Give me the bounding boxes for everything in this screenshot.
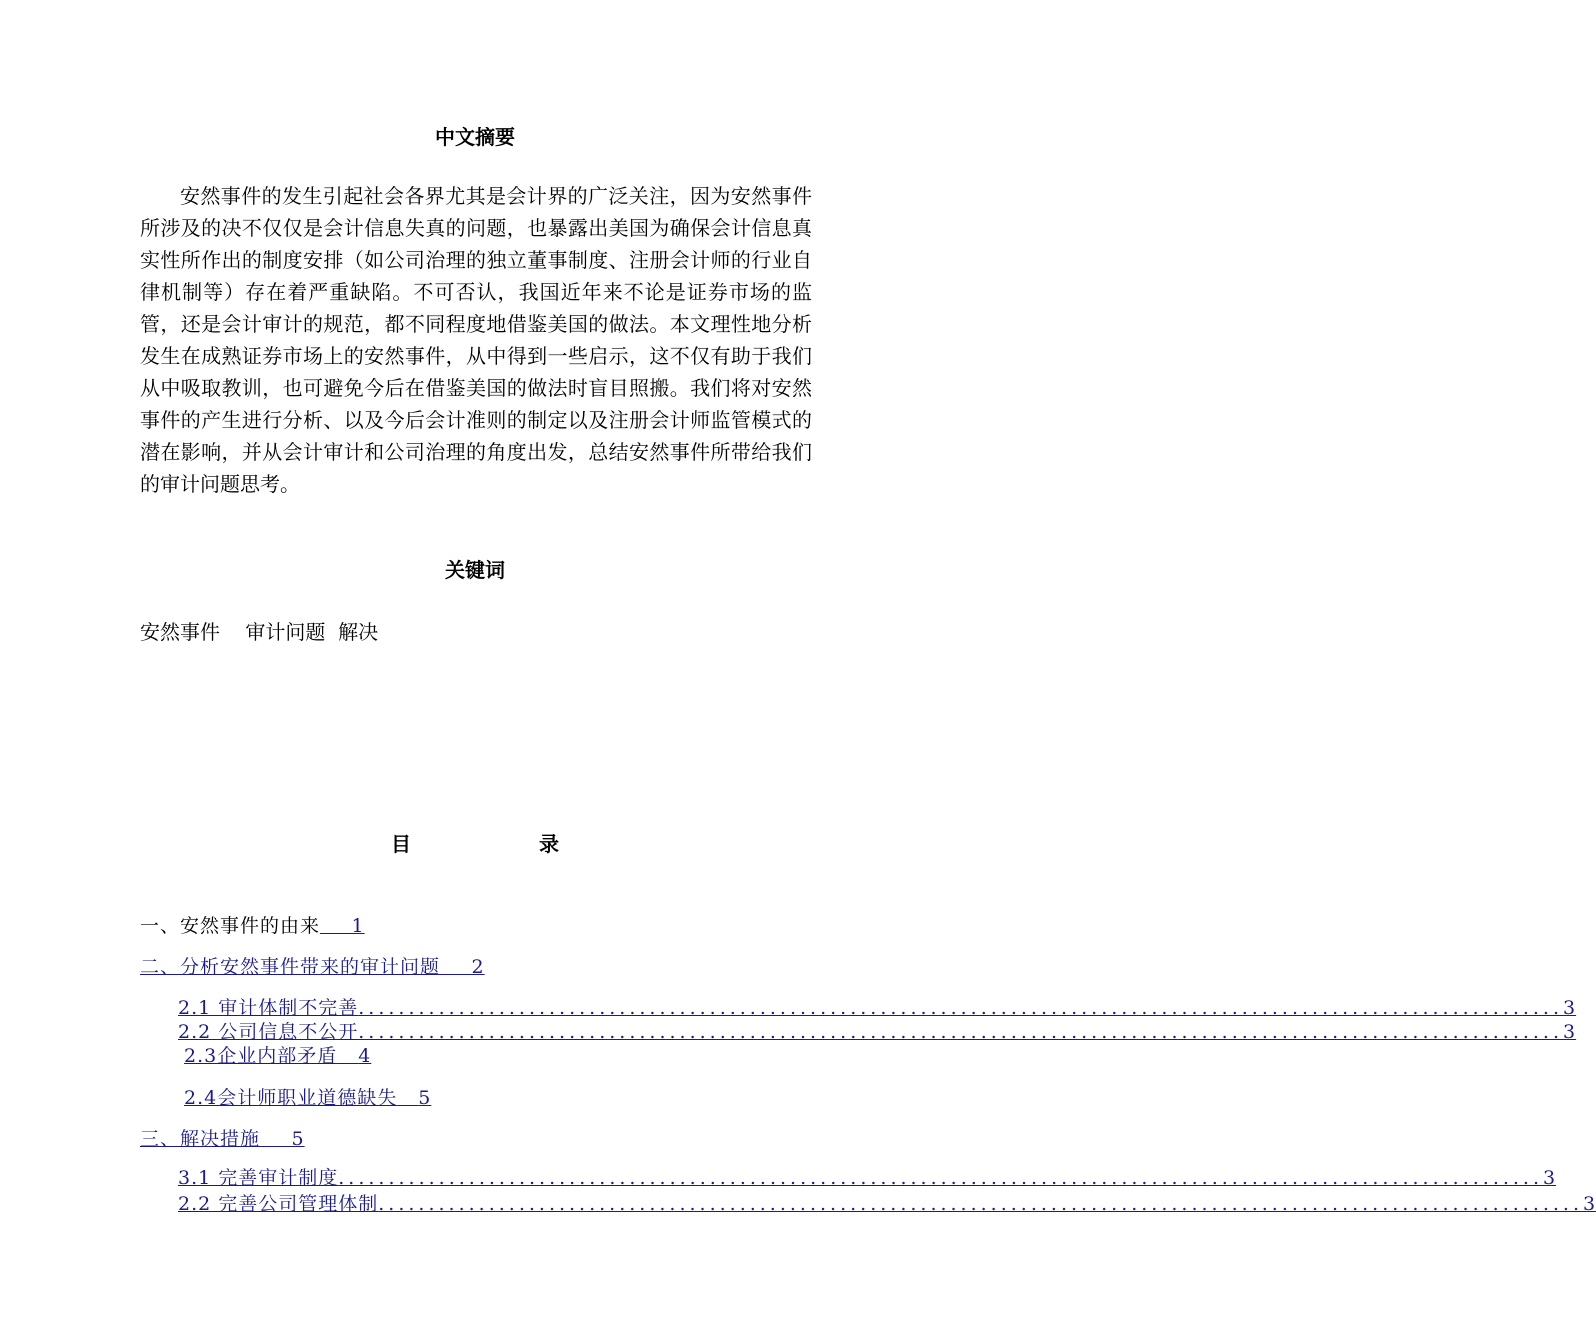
toc-item-page: 3	[1543, 1167, 1557, 1189]
toc-item-page: 1	[351, 915, 365, 937]
toc-title	[0, 832, 950, 856]
toc-item-2-2[interactable]	[178, 1020, 1577, 1044]
toc-item-label: 一、安然事件的由来	[140, 915, 321, 937]
toc-item-link[interactable]	[140, 956, 485, 978]
toc-leader-dots: ........................................................................................................................	[358, 997, 1564, 1019]
toc-item-label: 2.4会计师职业道德缺失	[184, 1087, 398, 1109]
toc-item-2-4[interactable]	[184, 1086, 431, 1110]
toc-item-link[interactable]	[178, 996, 1577, 1020]
toc-item-page: 4	[358, 1045, 372, 1067]
toc-item-3-2[interactable]	[178, 1192, 1596, 1216]
toc-item-label: 2.3企业内部矛盾	[184, 1045, 338, 1067]
toc-item-label: 三、解决措施	[140, 1128, 261, 1150]
abstract-body: 安然事件的发生引起社会各界尤其是会计界的广泛关注，因为安然事件所涉及的决不仅仅是会计信息失真的问题，也暴露出美国为确保会计信息真实性所作出的制度安排（如公司治理的独立董事制度、注册会计师的行业自律机制等）存在着严重缺陷。不可否认，我国近年来不论是证券市场的监管，还是会计审计的规范，都不同程度地借鉴美国的做法。本文理性地分析发生在成熟证券市场上的安然事件，从中得到一些启示，这不仅有助于我们从中吸取教训，也可避免今后在借鉴美国的做法时盲目照搬。我们将对安然事件的产生进行分析、以及今后会计准则的制定以及注册会计师监管模式的潜在影响，并从会计审计和公司治理的角度出发，总结安然事件所带给我们的审计问题思考。	[140, 184, 812, 496]
toc-item-2-1[interactable]	[178, 996, 1577, 1020]
toc-item-label: 2.2 公司信息不公开	[178, 1021, 359, 1043]
toc-item-page: 3	[1583, 1193, 1596, 1215]
toc-item-link[interactable]	[178, 1192, 1596, 1216]
toc-leader-dots: ........................................................................................................................	[378, 1193, 1584, 1215]
toc-item-link[interactable]	[178, 1020, 1577, 1044]
toc-item-link[interactable]	[178, 1166, 1557, 1190]
abstract-title: 中文摘要	[435, 125, 515, 149]
toc-item-page: 5	[291, 1128, 305, 1150]
toc-item-2[interactable]	[140, 955, 485, 979]
toc-title-right: 录	[539, 832, 559, 856]
toc-item-link[interactable]	[184, 1087, 431, 1109]
toc-item-page: 3	[1563, 1021, 1577, 1043]
toc-item-page: 5	[418, 1087, 432, 1109]
keywords-text: 安然事件 审计问题 解决	[140, 620, 379, 644]
toc-item-1[interactable]	[140, 914, 365, 938]
toc-title-left: 目	[391, 832, 411, 856]
toc-item-label: 3.1 完善审计制度	[178, 1167, 339, 1189]
toc-item-2-3[interactable]	[184, 1044, 371, 1068]
toc-leader-dots: ........................................................................................................................	[338, 1167, 1544, 1189]
toc-item-label: 二、分析安然事件带来的审计问题	[140, 956, 441, 978]
toc-item-3-1[interactable]	[178, 1166, 1557, 1190]
toc-item-label: 2.1 审计体制不完善	[178, 997, 359, 1019]
toc-item-page: 3	[1563, 997, 1577, 1019]
toc-item-3[interactable]	[140, 1127, 305, 1151]
toc-item-link[interactable]	[184, 1045, 371, 1067]
toc-leader-dots: ........................................................................................................................	[358, 1021, 1564, 1043]
toc-item-label: 2.2 完善公司管理体制	[178, 1193, 379, 1215]
toc-item-page: 2	[471, 956, 485, 978]
keywords-title: 关键词	[445, 558, 505, 582]
toc-item-link[interactable]	[140, 1128, 305, 1150]
